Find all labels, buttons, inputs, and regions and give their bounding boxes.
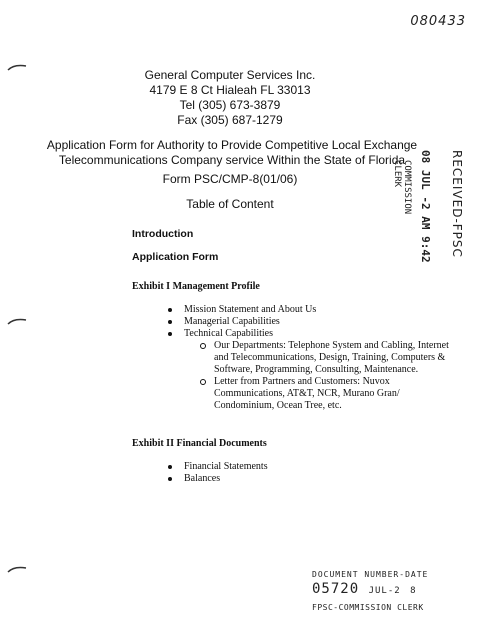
- company-header: [40, 68, 420, 128]
- sub-list-item-label: Letter from Partners and Customers: Nuvox Communications, AT&T, NCR, Murano Gran/ Condominium, Ocean Tree, etc.: [214, 376, 400, 411]
- sub-list-item: [198, 376, 454, 412]
- bullet-icon: [168, 477, 172, 481]
- received-stamp: RECEIVED-FPSC: [450, 150, 464, 258]
- commission-stamp-line1: COMMISSION: [402, 160, 412, 215]
- list-item: [168, 461, 268, 473]
- bullet-icon: [168, 320, 172, 324]
- scan-mark: [6, 316, 28, 326]
- doc-stamp-label: DOCUMENT NUMBER-DATE: [312, 570, 429, 579]
- list-item-label: Technical Capabilities: [184, 328, 273, 339]
- handwritten-number: 080433: [410, 14, 466, 29]
- list-item: [168, 328, 454, 412]
- doc-stamp-date: JUL-2: [368, 586, 401, 596]
- sub-list-item-label: Our Departments: Telephone System and Cabling, Internet and Telecommunications, Design, Training, Computers & Software, Programming, Consulting, Maintenance.: [214, 340, 449, 375]
- bullet-icon: [168, 332, 172, 336]
- list-item-label: Managerial Capabilities: [184, 316, 280, 327]
- doc-stamp-year: 8: [410, 586, 417, 596]
- company-tel: Tel (305) 673-3879: [179, 98, 281, 112]
- company-address: 4179 E 8 Ct Hialeah FL 33013: [149, 83, 311, 97]
- hollow-bullet-icon: [200, 379, 206, 385]
- list-item-label: Mission Statement and About Us: [184, 304, 317, 315]
- commission-clerk-stamp: [392, 160, 412, 214]
- scan-mark: [6, 62, 28, 72]
- hollow-bullet-icon: [200, 343, 206, 349]
- exhibit1-list: [168, 304, 454, 412]
- received-date-stamp: 08 JUL -2 AM 9:42: [419, 150, 432, 263]
- scan-mark: [6, 564, 28, 574]
- application-title: [40, 138, 424, 168]
- form-id: Form PSC/CMP-8(01/06): [162, 172, 298, 186]
- company-fax: Fax (305) 687-1279: [177, 113, 283, 127]
- application-form-heading: Application Form: [132, 251, 219, 263]
- list-item: [168, 316, 454, 328]
- list-item-label: Balances: [184, 473, 221, 484]
- bullet-icon: [168, 465, 172, 469]
- toc-title: Table of Content: [186, 197, 274, 211]
- document-number-stamp: [312, 570, 428, 612]
- introduction-heading: Introduction: [132, 228, 194, 240]
- list-item-label: Financial Statements: [184, 461, 268, 472]
- application-title-line2: Telecommunications Company service Within the State of Florida: [58, 153, 406, 167]
- doc-stamp-clerk: FPSC-COMMISSION CLERK: [312, 603, 424, 612]
- list-item: [168, 304, 454, 316]
- doc-stamp-number-row: [312, 581, 428, 597]
- sub-list-item: [198, 340, 454, 376]
- company-name: General Computer Services Inc.: [144, 68, 316, 82]
- list-item: [168, 473, 268, 485]
- commission-stamp-line2: CLERK: [392, 160, 402, 188]
- doc-stamp-number: 05720: [312, 581, 360, 597]
- bullet-icon: [168, 308, 172, 312]
- application-title-line1: Application Form for Authority to Provide Competitive Local Exchange: [46, 138, 418, 152]
- exhibit2-list: [168, 461, 268, 485]
- exhibit2-heading: Exhibit II Financial Documents: [132, 438, 267, 449]
- technical-capabilities-sublist: [198, 340, 454, 412]
- exhibit1-heading: Exhibit I Management Profile: [132, 281, 260, 292]
